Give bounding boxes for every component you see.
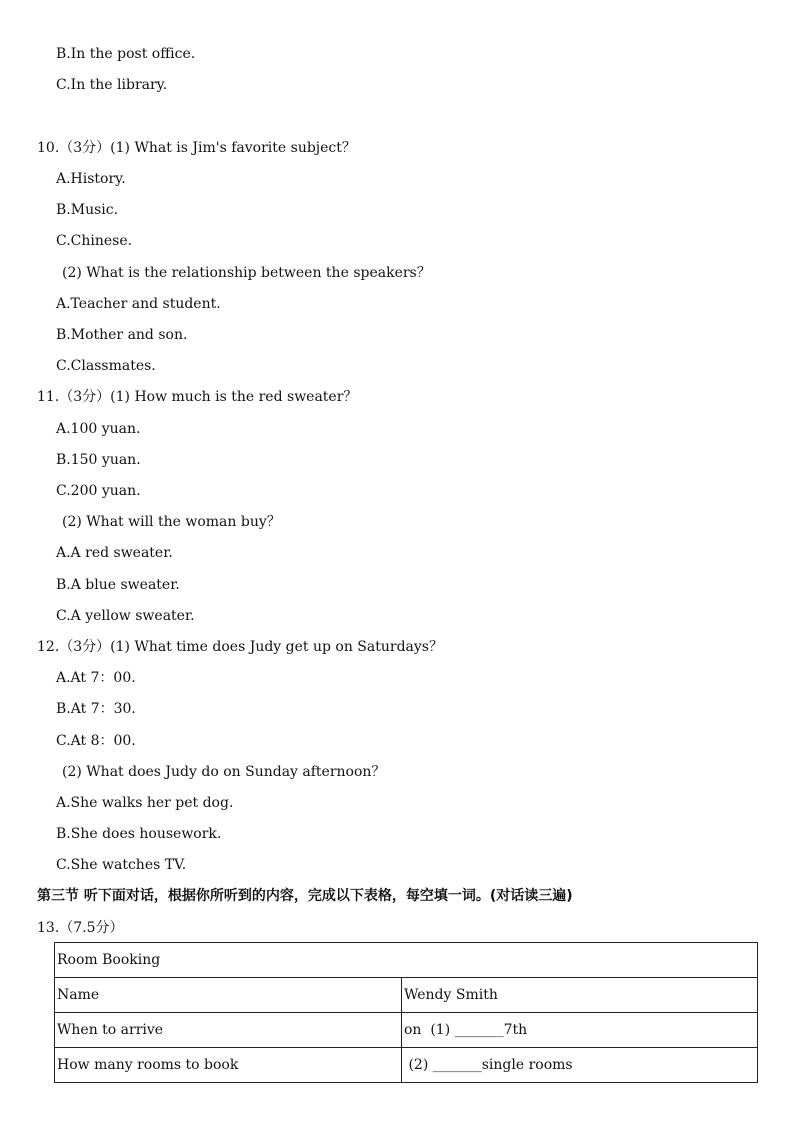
q9-option-c: C.In the library. [56,77,168,93]
q12-1-option-b: B.At 7：30. [56,701,136,717]
q10-1-option-c: C.Chinese. [56,233,133,249]
q12-2-option-b: B.She does housework. [56,826,222,842]
q12-1-option-c: C.At 8：00. [56,733,136,749]
q10-1-option-b: B.Music. [56,202,119,218]
table-cell-blank-2: (2) _______single rooms [402,1048,758,1083]
q11-1-option-c: C.200 yuan. [56,483,141,499]
q12-2-option-c: C.She watches TV. [56,857,187,873]
table-cell-blank-1: on (1) _______7th [402,1013,758,1048]
q10-header: 10.（3分）(1) What is Jim's favorite subject？ [37,140,356,156]
q9-option-b: B.In the post office. [56,46,196,62]
q11-1-option-a: A.100 yuan. [56,421,141,437]
q10-2-option-b: B.Mother and son. [56,327,188,343]
q12-header: 12.（3分）(1) What time does Judy get up on Saturdays？ [37,639,443,655]
q10-2-option-a: A.Teacher and student. [56,296,221,312]
q11-2-option-c: C.A yellow sweater. [56,608,195,624]
q11-2-option-a: A.A red sweater. [56,545,173,561]
q12-sub2: (2) What does Judy do on Sunday afternoon？ [62,764,386,780]
table-cell-label: How many rooms to book [55,1048,402,1083]
room-booking-table [54,942,758,1083]
q10-1-option-a: A.History. [56,171,126,187]
q11-sub2: (2) What will the woman buy？ [62,514,281,530]
table-cell-label: When to arrive [55,1013,402,1048]
table-cell-value: Wendy Smith [402,978,758,1013]
q11-1-option-b: B.150 yuan. [56,452,141,468]
table-row [55,1013,758,1048]
q13-header: 13.（7.5分） [37,920,124,936]
table-cell-label: Name [55,978,402,1013]
q10-sub2: (2) What is the relationship between the speakers？ [62,265,431,281]
q12-1-option-a: A.At 7：00. [56,670,136,686]
q11-2-option-b: B.A blue sweater. [56,577,180,593]
table-row [55,978,758,1013]
table-title-row [55,943,758,978]
q11-header: 11.（3分）(1) How much is the red sweater？ [37,389,358,405]
section3-instruction: 第三节 听下面对话，根据你所听到的内容，完成以下表格，每空填一词。(对话读三遍) [37,888,573,904]
q12-2-option-a: A.She walks her pet dog. [56,795,234,811]
table-title: Room Booking [55,943,758,978]
q10-2-option-c: C.Classmates. [56,358,156,374]
table-row [55,1048,758,1083]
